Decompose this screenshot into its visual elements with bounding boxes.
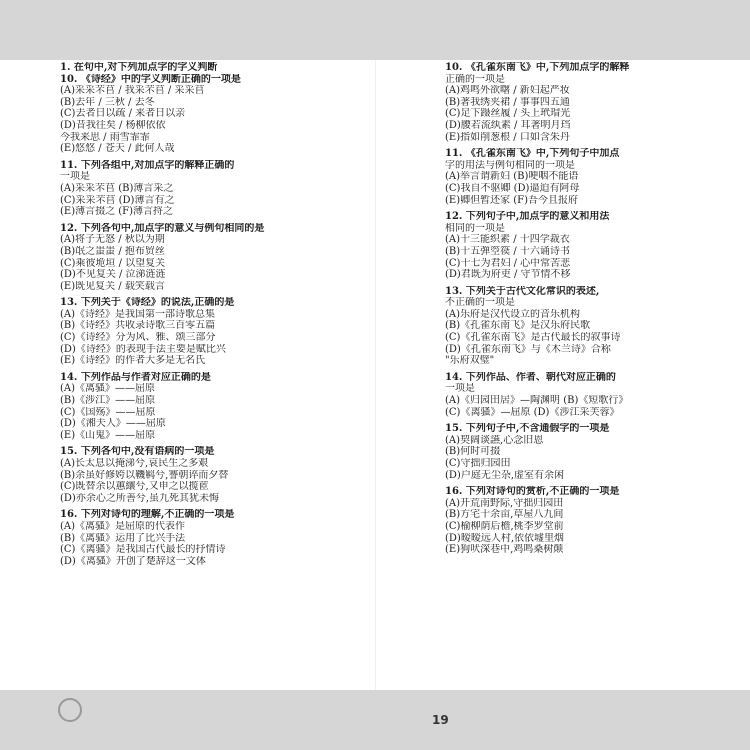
text-line: (A)契阔谈讌,心念旧恩: [445, 434, 544, 446]
text-line: (E)《诗经》的作者大多是无名氏: [60, 355, 206, 367]
text-line: 今我来思 / 雨雪霏霏: [60, 131, 150, 143]
question-stem: 1. 在句中,对下列加点字的字义判断: [60, 62, 218, 73]
text-line: (C)十七为君妇 / 心中常苦悲: [445, 257, 571, 269]
text-line: 不正确的一项是: [445, 297, 515, 309]
text-line: (E)狗吠深巷中,鸡鸣桑树颠: [445, 544, 564, 556]
question-stem: 11. 《孔雀东南飞》中,下列句子中加点: [445, 148, 620, 160]
text-line: 相同的一项是: [445, 222, 505, 234]
question-stem: 12. 下列各句中,加点字的意义与例句相同的是: [60, 222, 265, 234]
text-line: (B)《诗经》共收录诗歌三百零五篇: [60, 320, 216, 332]
question-stem: 16. 下列对诗句的赏析,不正确的一项是: [445, 486, 620, 498]
text-line: (D)《诗经》的表现手法主要是赋比兴: [60, 343, 226, 355]
text-line: (B)氓之蚩蚩 / 抱布贸丝: [60, 245, 165, 257]
text-line: (D)腰若流纨素 / 耳著明月珰: [445, 119, 571, 131]
text-line: (C)采采芣苢 (D)薄言有之: [60, 194, 175, 206]
text-line: (C)《离骚》是我国古代最长的抒情诗: [60, 544, 226, 556]
question-stem: 13. 下列关于古代文化常识的表述,: [445, 285, 600, 297]
text-line: (C)《孔雀东南飞》是古代最长的叙事诗: [445, 332, 621, 344]
text-line: 一项是: [60, 171, 90, 183]
top-watermark-band: [0, 0, 750, 60]
text-line: (C)足下蹑丝履 / 头上玳瑁光: [445, 108, 571, 120]
question-stem: 14. 下列作品与作者对应正确的是: [60, 371, 211, 383]
text-line: (A)采采芣苢 (B)薄言采之: [60, 182, 174, 194]
bottom-watermark-text: [0, 690, 750, 750]
text-line: (D)君既为府吏 / 守节情不移: [445, 269, 571, 281]
text-line: (C)《诗经》分为风、雅、颂三部分: [60, 332, 216, 344]
text-line: (B)何时可掇: [445, 446, 501, 458]
question-stem: 11. 下列各组中,对加点字的解释正确的: [60, 159, 235, 171]
text-line: (E)卿但暂还家 (F)吾今且报府: [445, 194, 579, 206]
text-line: (D)昔我往矣 / 杨柳依依: [60, 119, 166, 131]
text-line: (B)《孔雀东南飞》是汉乐府民歌: [445, 320, 591, 332]
page-gutter: [375, 60, 376, 690]
text-line: (B)十五弹箜篌 / 十六诵诗书: [445, 245, 570, 257]
text-line: (E)《山鬼》——屈原: [60, 429, 156, 441]
question-stem: 10. 《孔雀东南飞》中,下列加点字的解释: [445, 62, 630, 73]
question-stem: 15. 下列句子中,不含通假字的一项是: [445, 423, 610, 435]
text-line: 一项是: [445, 383, 475, 395]
text-line: (D)不见复关 / 泣涕涟涟: [60, 269, 166, 281]
text-line: (C)《国殇》——屈原: [60, 406, 156, 418]
question-stem: 15. 下列各句中,没有语病的一项是: [60, 446, 215, 458]
text-line: (D)亦余心之所善兮,虽九死其犹未悔: [60, 492, 219, 504]
question-stem: 16. 下列对诗句的理解,不正确的一项是: [60, 509, 235, 521]
text-line: (A)长太息以掩涕兮,哀民生之多艰: [60, 458, 209, 469]
text-line: (A)十三能织素 / 十四学裁衣: [445, 234, 570, 246]
page-number-right: 19: [432, 713, 449, 727]
text-line: (E)指如削葱根 / 口如含朱丹: [445, 131, 570, 143]
text-line: (B)《涉江》——屈原: [60, 395, 156, 407]
question-stem: 10. 《诗经》中的字义判断正确的一项是: [60, 73, 241, 85]
text-line: (E)薄言掇之 (F)薄言捋之: [60, 206, 174, 218]
question-stem: 14. 下列作品、作者、朝代对应正确的: [445, 371, 616, 383]
bottom-watermark-band: [0, 690, 750, 750]
text-line: (B)余虽好修姱以鞿羁兮,謇朝谇而夕替: [60, 469, 229, 481]
text-line: (B)著我绣夹裙 / 事事四五通: [445, 96, 570, 108]
text-line: (D)《离骚》开创了楚辞这一文体: [60, 555, 206, 567]
text-line: (A)《离骚》——屈原: [60, 383, 156, 395]
text-line: (B)方宅十余亩,草屋八九间: [445, 509, 564, 521]
text-line: (C)去者日以疏 / 来者日以亲: [60, 108, 186, 120]
question-stem: 12. 下列句子中,加点字的意义和用法: [445, 211, 610, 223]
text-line: (C)既替余以蕙纕兮,又申之以揽茝: [60, 481, 209, 493]
page-corner-icon: [58, 698, 82, 722]
text-line: (A)将子无怒 / 秋以为期: [60, 234, 165, 246]
text-line: (A)采采芣苢 / 我采芣苢 / 采采苢: [60, 85, 205, 97]
text-line: (A)举言谓新妇 (B)哽咽不能语: [445, 171, 579, 183]
text-line: (C)乘彼垝垣 / 以望复关: [60, 257, 166, 269]
text-line: (D)《孔雀东南飞》与《木兰诗》合称: [445, 343, 611, 355]
text-line: (A)《归园田居》—陶渊明 (B)《短歌行》: [445, 395, 629, 407]
text-line: (D)户庭无尘杂,虚室有余闲: [445, 469, 564, 481]
text-line: (D)《湘夫人》——屈原: [60, 418, 166, 430]
right-page: [445, 62, 745, 688]
text-line: 正确的一项是: [445, 73, 505, 85]
text-line: (D)暧暧远人村,依依墟里烟: [445, 532, 564, 544]
text-line: (A)鸡鸣外欲曙 / 新妇起严妆: [445, 85, 570, 97]
text-line: (A)开荒南野际,守拙归园田: [445, 497, 564, 509]
left-page: [60, 62, 360, 688]
text-line: (C)《离骚》—屈原 (D)《涉江采芙蓉》: [445, 406, 620, 418]
top-watermark-text: [0, 0, 750, 60]
text-line: (C)我自不驱卿 (D)逼迫有阿母: [445, 182, 580, 194]
text-line: "乐府双璧": [445, 355, 495, 367]
question-stem: 13. 下列关于《诗经》的说法,正确的是: [60, 297, 235, 309]
text-line: (A)乐府是汉代设立的音乐机构: [445, 308, 581, 320]
text-line: (C)守拙归园田: [445, 458, 511, 469]
text-line: (E)悠悠 / 苍天 / 此何人哉: [60, 143, 175, 155]
text-line: (B)《离骚》运用了比兴手法: [60, 532, 186, 544]
text-line: (A)《离骚》是屈原的代表作: [60, 520, 186, 532]
text-line: (E)既见复关 / 载笑载言: [60, 280, 165, 292]
text-line: 字的用法与例句相同的一项是: [445, 159, 575, 171]
text-line: (B)去年 / 三秋 / 去冬: [60, 96, 155, 108]
text-line: (A)《诗经》是我国第一部诗歌总集: [60, 308, 216, 320]
text-line: (C)榆柳荫后檐,桃李罗堂前: [445, 520, 564, 532]
